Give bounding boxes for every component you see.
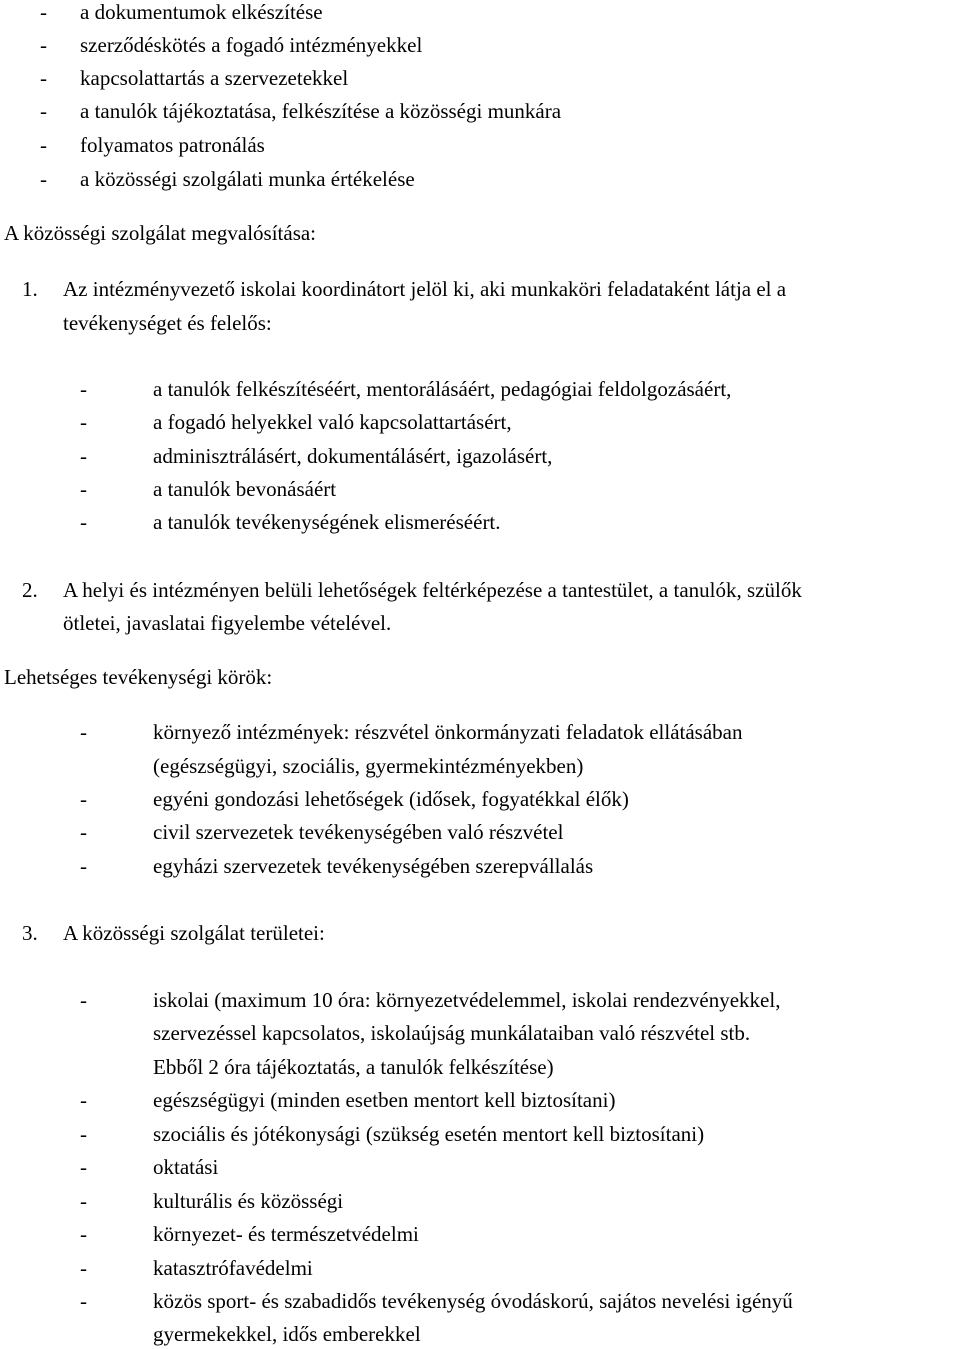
list-dash [80, 1088, 87, 1112]
list-dash [80, 444, 87, 468]
list-dash [80, 410, 87, 434]
list-dash [80, 1289, 87, 1313]
list-item: adminisztrálásért, dokumentálásért, igazolásért, [153, 444, 553, 468]
item-title: A közösségi szolgálat területei: [63, 921, 325, 945]
section-heading-implementation: A közösségi szolgálat megvalósítása: [4, 221, 317, 245]
list-dash [40, 33, 47, 57]
list-dash [80, 720, 87, 744]
item-text-line: ötletei, javaslatai figyelembe vételével. [63, 611, 392, 635]
list-dash [80, 988, 87, 1012]
item-text-line: A helyi és intézményen belüli lehetőségek feltérképezése a tantestület, a tanulók, szülők [63, 578, 802, 602]
list-item: környezet- és természetvédelmi [153, 1222, 419, 1246]
list-item-continuation: (egészségügyi, szociális, gyermekintézményekben) [153, 754, 584, 778]
section-heading-activities: Lehetséges tevékenységi körök: [4, 665, 273, 689]
item-text-line: Az intézményvezető iskolai koordinátort jelöl ki, aki munkaköri feladataként látja el a [63, 277, 787, 301]
item-number: 2. [22, 578, 38, 602]
list-dash [40, 66, 47, 90]
item-text-line: tevékenységet és felelős: [63, 311, 272, 335]
list-dash [40, 99, 47, 123]
list-item-continuation: Ebből 2 óra tájékoztatás, a tanulók felkészítése) [153, 1055, 554, 1079]
list-dash [80, 787, 87, 811]
intro-list-item: a dokumentumok elkészítése [80, 0, 323, 24]
item-number: 1. [22, 277, 38, 301]
list-item-continuation: gyermekekkel, idős emberekkel [153, 1322, 421, 1346]
list-item-continuation: szervezéssel kapcsolatos, iskolaújság munkálataiban való részvétel stb. [153, 1021, 751, 1045]
list-item: a tanulók bevonásáért [153, 477, 337, 501]
list-item: egyéni gondozási lehetőségek (idősek, fogyatékkal élők) [153, 787, 629, 811]
list-dash [40, 167, 47, 191]
list-item: a tanulók felkészítéséért, mentorálásáért, pedagógiai feldolgozásáért, [153, 377, 732, 401]
list-item: a fogadó helyekkel való kapcsolattartásért, [153, 410, 512, 434]
list-item: egészségügyi (minden esetben mentort kell biztosítani) [153, 1088, 616, 1112]
list-dash [80, 477, 87, 501]
list-item: a tanulók tevékenységének elismeréséért. [153, 510, 501, 534]
intro-list-item: a közösségi szolgálati munka értékelése [80, 167, 415, 191]
list-item: környező intézmények: részvétel önkormányzati feladatok ellátásában [153, 720, 743, 744]
list-item: szociális és jótékonysági (szükség esetén mentort kell biztosítani) [153, 1122, 705, 1146]
list-dash [80, 1189, 87, 1213]
list-dash [80, 377, 87, 401]
item-number: 3. [22, 921, 38, 945]
list-dash [80, 510, 87, 534]
list-item: közös sport- és szabadidős tevékenység óvodáskorú, sajátos nevelési igényű [153, 1289, 793, 1313]
list-dash [80, 854, 87, 878]
list-dash [40, 0, 47, 24]
intro-list-item: szerződéskötés a fogadó intézményekkel [80, 33, 423, 57]
intro-list-item: kapcsolattartás a szervezetekkel [80, 66, 349, 90]
intro-list-item: folyamatos patronálás [80, 133, 265, 157]
intro-list-item: a tanulók tájékoztatása, felkészítése a közösségi munkára [80, 99, 562, 123]
list-dash [80, 1222, 87, 1246]
list-dash [80, 820, 87, 844]
list-dash [80, 1256, 87, 1280]
list-dash [80, 1155, 87, 1179]
list-item: civil szervezetek tevékenységében való részvétel [153, 820, 564, 844]
list-dash [80, 1122, 87, 1146]
list-item: egyházi szervezetek tevékenységében szerepvállalás [153, 854, 594, 878]
list-dash [40, 133, 47, 157]
list-item: kulturális és közösségi [153, 1189, 344, 1213]
list-item: oktatási [153, 1155, 219, 1179]
list-item: iskolai (maximum 10 óra: környezetvédelemmel, iskolai rendezvényekkel, [153, 988, 781, 1012]
list-item: katasztrófavédelmi [153, 1256, 313, 1280]
